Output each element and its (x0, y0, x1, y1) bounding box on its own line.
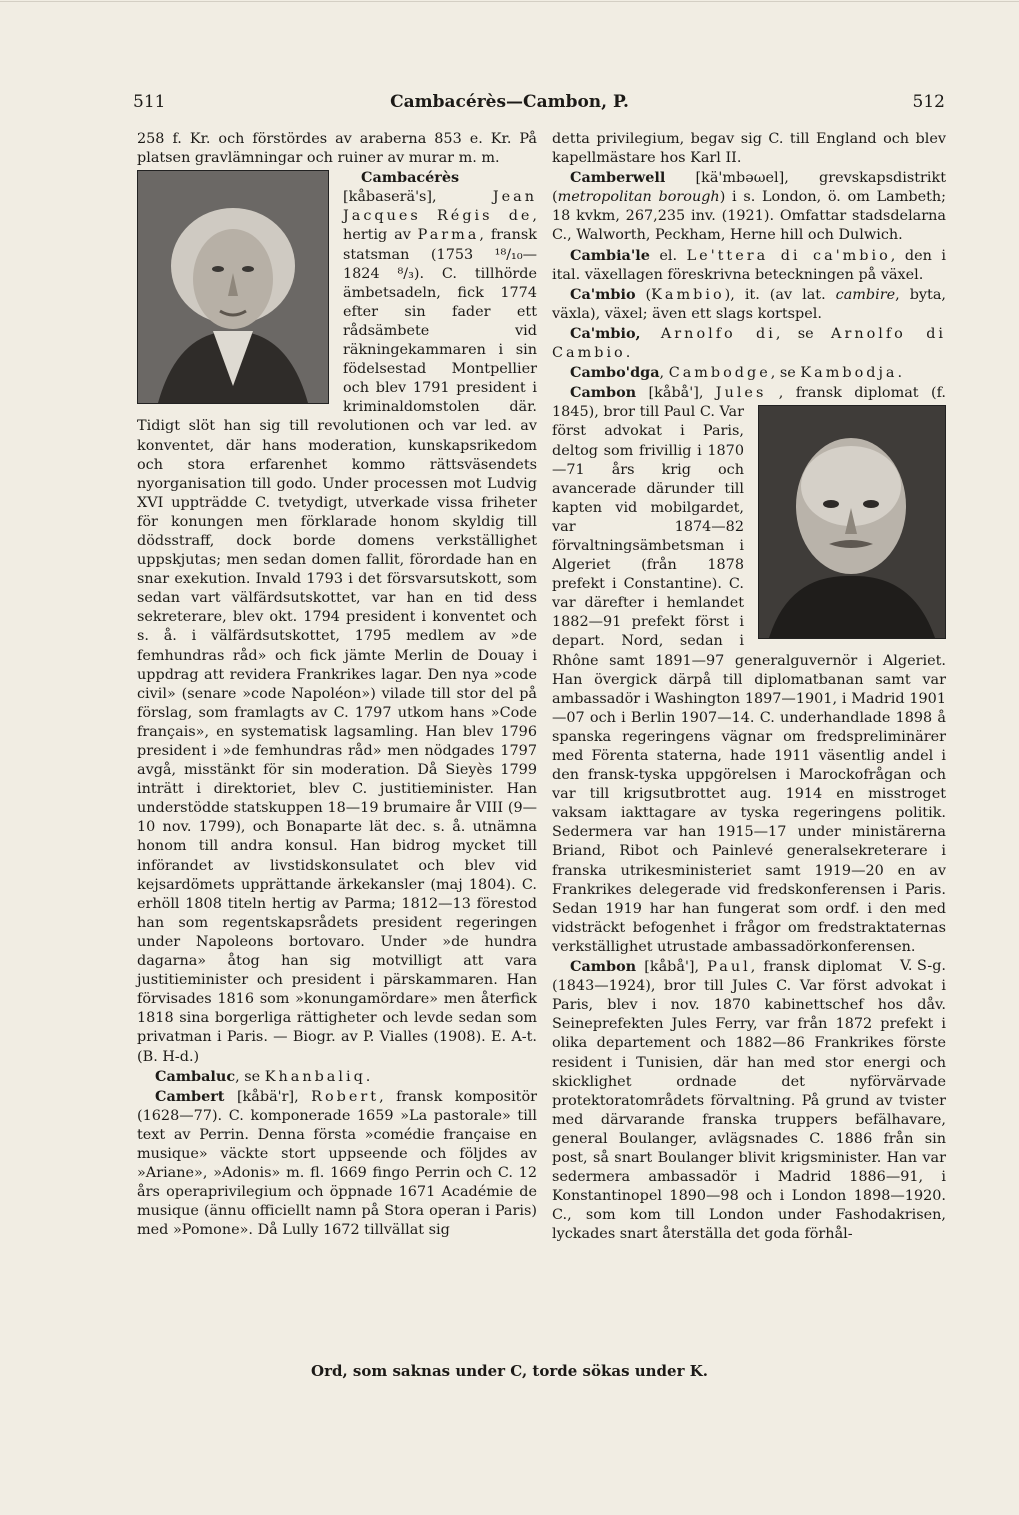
page-footer-note: Ord, som saknas under C, torde sökas under K. (311, 1362, 708, 1380)
entry-cambaceres: Cambacérès [kåbaserä's], Jean Jacques Régis de, hertig av Parma, fransk statsman (1753 ¹⁸/₁₀—1824 ⁸/₃). C. tillhörde ämbetsadeln, fick 1774 efter sin fader ett rådsämbete vid räkningekammaren i sin födelsestad Montpellier och blev 1791 president i kriminaldomstolen där. Tidigt slöt han sig till revolutionen och var led. av konventet, där hans moderation, kunskapsrikedom och stora erfarenhet kommo rättsväsendets nyorganisation till godo. Under processen mot Ludvig XVI uppträdde C. tvetydigt, utverkade vissa friheter för konungen men förklarade honom skyldig till dödsstraff, dock borde domens verkställighet uppskjutas; men sedan domen fallit, förordade han en snar exekution. Invald 1793 i det försvarsutskott, som sedan vart välfärdsutskottet, var han en tid dess sekreterare, blev okt. 1794 president i konventet och s. å. i välfärdsutskottet, 1795 medlem av »de femhundras råd» och fick jämte Merlin de Douay i uppdrag att revidera Frankrikes lagar. Den nya »code civil» (senare »code Napoléon») vilade till stor del på förslag, som framlagts av C. 1797 utkom hans »Code français», en systematisk lagsamling. Han blev 1796 president i »de femhundras råd» men nödgades 1797 avgå, misstänkt för sin moderation. Då Sieyès 1799 inträtt i direktoriet, blev C. justitieminister. Han understödde statskuppen 18—19 brumaire år VIII (9—10 nov. 1799), och Bonaparte lät dec. s. å. utnämna honom till andra konsul. Han bidrog mycket till införandet av livstidskonsulatet och blev vid kejsardömets upprättande ärkekansler (maj 1804). C. erhöll 1808 titeln hertig av Parma; 1812—13 förestod han som regentskapsrådets president regeringen under Napoleons bortovaro. Under »de hundra dagarna» åtog han sig motvilligt att vara justitieminister och president i pärskammaren. Han förvisades 1816 som »konungamördare» men återfick 1818 sina borgerliga rättigheter och levde sedan som privatman i Paris. — Biogr. av P. Vialles (1908). E. A-t. (B. H-d.) (137, 169, 537, 1065)
page-number-right: 512 (912, 92, 945, 112)
entry-cambaluc: Cambaluc, se Khanbaliq. (155, 1067, 371, 1085)
signature-vsg: V. S-g. (899, 958, 946, 975)
entry-cambio: Ca'mbio (Kambio), it. (av lat. cambire, byta, växla), växel; även ett slags kortspel. (552, 285, 946, 322)
entry-cambio-arnolfo: Ca'mbio, Arnolfo di, se Arnolfo di Cambio. (552, 324, 947, 362)
entry-cambodga: Cambo'dga, Cambodge, se Kambodja. (570, 364, 903, 382)
entry-continuation-right: detta privilegium, begav sig C. till England och blev kapellmästare hos Karl II. (552, 131, 946, 167)
page-number-left: 511 (133, 92, 166, 112)
portrait-cambaceres (137, 170, 329, 404)
entry-continuation: 258 f. Kr. och förstördes av araberna 853 e. Kr. På platsen gravlämningar och ruiner av murar m. m. (137, 131, 537, 167)
right-column (552, 130, 946, 1244)
entry-cambert: Cambert [kåbä'r], Robert, fransk kompositör (1628—77). C. komponerade 1659 »La pastorale» till text av Perrin. Denna första »comédie française en musique» väckte stort uppseende och följdes av »Ariane», »Adonis» m. fl. 1669 fingo Perrin och C. 12 års operaprivilegium och öppnade 1671 Académie de musique (ännu officiellt namn på Stora operan i Paris) med »Pomone». Då Lully 1672 tillvällat sig (137, 1087, 537, 1239)
entry-cambon-paul: Cambon [kåbå'], Paul, fransk diplomat (1843—1924), bror till Jules C. Var först advokat i Paris, blev i nov. 1870 kabinettschef hos dåv. Seineprefekten Jules Ferry, var från 1872 prefekt i olika departement och 1882—86 Frankrikes förste resident i Tunisien, där han med stor energi och skicklighet ordnade det nyförvärvade protektoratområdets förvaltning. På grund av tvister med därvarande franska truppers befälhavare, general Boulanger, avlägsnades C. 1886 från sin post, så snart Boulanger blivit krigsminister. Han var sedermera ambassadör i Madrid 1886—91, i Konstantinopel 1890—98 och i London 1898—1920. C., som kom till London under Fashodakrisen, lyckades snart återställa det goda förhål- (552, 958, 946, 1243)
running-title: Cambacérès—Cambon, P. (390, 92, 629, 112)
entry-camberwell: Camberwell [kä'mbəωel], grevskapsdistrikt (metropolitan borough) i s. London, ö. om Lambeth; 18 kvkm, 267,235 inv. (1921). Omfattar stadsdelarna C., Walworth, Peckham, Herne hill och Dulwich. (552, 169, 946, 244)
entry-cambon-jules: Cambon [kåbå'], Jules , fransk diplomat (f. 1845), bror till Paul C. Var först advokat i Paris, deltog som frivillig i 1870—71 års krig och avancerade därunder till kapten vid mobilgardet, var 1874—82 förvaltningsämbetsman i Algeriet (från 1878 prefekt i Constantine). C. var därefter i hemlandet 1882—91 prefekt först i depart. Nord, sedan i Rhône samt 1891—97 generalguvernör i Algeriet. Han övergick därpå till diplomatbanan samt var ambassadör i Washington 1897—1901, i Madrid 1901—07 och i Berlin 1907—14. C. underhandlade 1898 å spanska regeringens vägnar om fredspreliminärer med Förenta staterna, hade 1911 väsentlig andel i den fransk-tyska uppgörelsen i Marockofrågan och var till krigsutbrottet aug. 1914 en misstroget vaksam iakttagare av tyska regeringens politik. Sedermera var han 1915—17 under ministärerna Briand, Ribot och Painlevé generalsekreterare i franska utrikesministeriet samt 1919—20 en av Frankrikes delegerade vid fredskonferensen i Paris. Sedan 1919 har han fungerat som ordf. i den med vidsträckt befogenhet i frågor om fredstraktaternas verkställighet utrustade ambassadörkonferensen. V. S-g. (552, 383, 946, 957)
page-header (0, 92, 1019, 122)
top-edge-line (0, 1, 1019, 2)
portrait-cambon-jules (758, 405, 946, 639)
left-column (137, 130, 537, 1240)
entry-cambiale: Cambia'le el. Le'ttera di ca'mbio, den i ital. växellagen föreskrivna beteckningen på växel. (552, 246, 946, 283)
